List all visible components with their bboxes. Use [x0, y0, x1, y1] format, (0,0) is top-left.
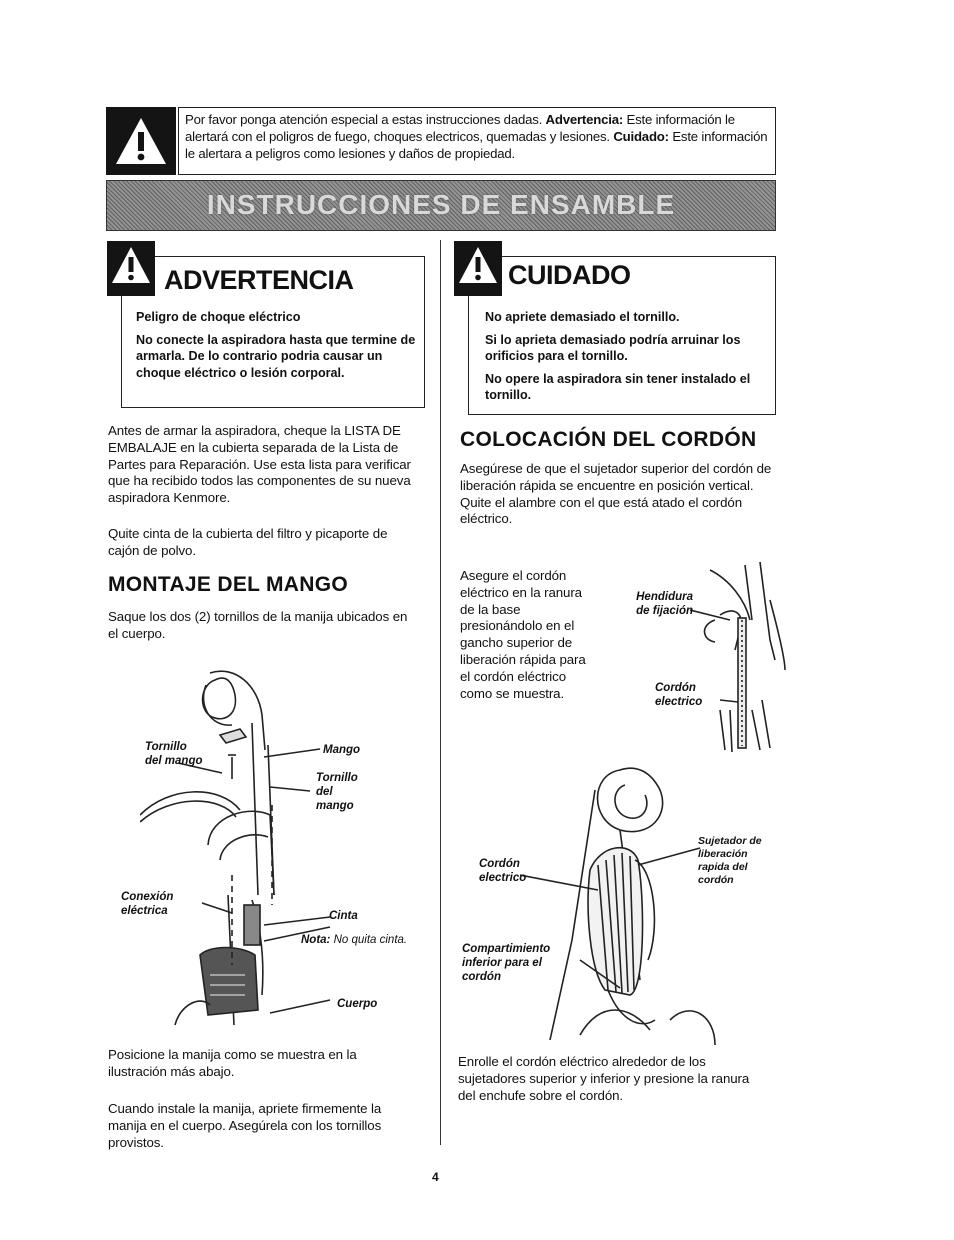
cuidado-line-1: No apriete demasiado el tornillo.: [485, 310, 680, 324]
notice-cuidado-text: Este información le alertara a peligros como lesiones y daños de propiedad.: [185, 129, 768, 161]
page-number: 4: [432, 1170, 439, 1184]
safety-notice: [178, 107, 776, 175]
montaje-step-2: Posicione la manija como se muestra en la ilustración más abajo.: [108, 1047, 357, 1079]
label-sujetador: Sujetador de liberación rapida del cordón: [698, 835, 762, 886]
warning-icon: [106, 107, 176, 175]
label-cuerpo: Cuerpo: [337, 998, 378, 1010]
label-mango: Mango: [323, 744, 361, 756]
advertencia-body: [136, 309, 416, 387]
nota-text: No quita cinta.: [333, 934, 408, 946]
notice-lead: Por favor ponga atención especial a estas instrucciones dadas.: [185, 112, 543, 127]
caution-icon: [454, 241, 502, 296]
banner-title: INSTRUCCIONES DE ENSAMBLE: [206, 189, 676, 220]
label-tornillo-del-mango-right: Tornillo del mango: [316, 772, 358, 812]
cuidado-body: [485, 309, 765, 410]
colocacion-heading: COLOCACIÓN DEL CORDÓN: [460, 428, 757, 451]
intro-paragraph: Antes de armar la aspiradora, cheque la LISTA DE EMBALAJE en la cubierta separada de la Lista de Partes para Reparación. Use esta lista para verificar que ha recibido todos las componentes de su nueva aspiradora Kenmore.: [108, 423, 411, 506]
montaje-step-1: Saque los dos (2) tornillos de la manija ubicados en el cuerpo.: [108, 609, 408, 641]
colocacion-step-2: Enrolle el cordón eléctrico alrededor de los sujetadores superior y inferior y presione la ranura del enchufe sobre el cordón.: [458, 1054, 750, 1103]
label-nota: [301, 933, 407, 947]
section-banner: [106, 180, 776, 231]
cuidado-title: CUIDADO: [508, 260, 631, 290]
label-tornillo-del-mango-left: Tornillo del mango: [145, 741, 203, 767]
label-hendidura: Hendidura de fijación: [636, 591, 693, 617]
cuidado-line-2: Si lo aprieta demasiado podría arruinar los orificios para el tornillo.: [485, 332, 741, 363]
notice-cuidado-label: Cuidado:: [613, 129, 669, 144]
notice-advertencia-label: Advertencia:: [545, 112, 624, 127]
label-cinta: Cinta: [329, 910, 358, 922]
colocacion-intro: Asegúrese de que el sujetador superior del cordón de liberación rápida se encuentre en posición vertical. Quite el alambre con el que está atado el cordón eléctrico.: [460, 461, 772, 527]
advertencia-text: No conecte la aspiradora hasta que termine de armarla. De lo contrario podria causar un choque eléctrico o lesión corporal.: [136, 332, 416, 380]
handle-assembly-illustration: [140, 665, 400, 1035]
cord-hook-illustration: [690, 560, 790, 755]
tape-paragraph: Quite cinta de la cubierta del filtro y picaporte de cajón de polvo.: [108, 526, 388, 558]
label-cordon-electrico-2: Cordón electrico: [479, 858, 527, 884]
label-compartimiento: Compartimiento inferior para el cordón: [462, 943, 551, 983]
label-conexion-electrica: Conexión eléctrica: [121, 891, 174, 917]
advertencia-subtitle: Peligro de choque eléctrico: [136, 310, 301, 324]
warning-icon: [107, 241, 155, 296]
colocacion-step-1: Asegure el cordón eléctrico en la ranura de la base presionándolo en el gancho superior de liberación rápida para el cordón eléctrico como se muestra.: [460, 568, 586, 701]
notice-advertencia-text: Este información le alertará con el poligros de fuego, choques electricos, quemadas y lesiones.: [185, 112, 735, 144]
cuidado-line-3: No opere la aspiradora sin tener instalado el tornillo.: [485, 371, 751, 402]
montaje-heading: MONTAJE DEL MANGO: [108, 573, 348, 596]
cord-wrap-illustration: [520, 760, 720, 1050]
label-cordon-electrico-1: Cordón electrico: [655, 682, 703, 708]
nota-label: Nota:: [301, 934, 331, 946]
column-divider: [440, 240, 441, 1145]
montaje-step-3: Cuando instale la manija, apriete firmemente la manija en el cuerpo. Asegúrela con los tornillos provistos.: [108, 1101, 382, 1150]
advertencia-title: ADVERTENCIA: [164, 265, 354, 295]
